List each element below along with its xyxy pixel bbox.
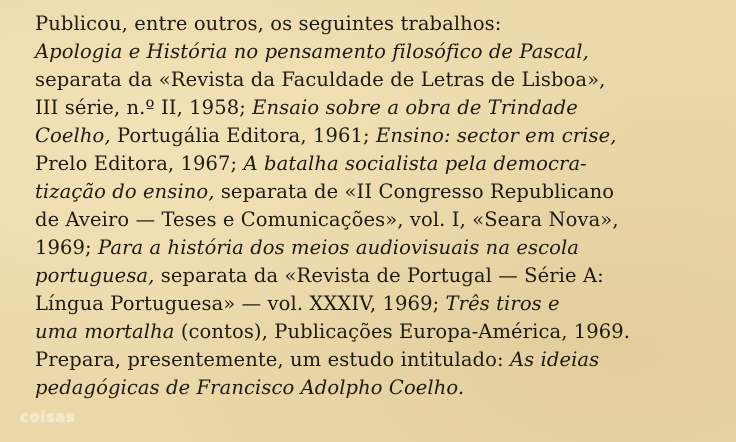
body-text: (contos), Publicações Europa-América, 1969.	[174, 320, 631, 343]
text-line	[35, 262, 725, 290]
italic-title-text: Para a história dos meios audiovisuais na escola	[98, 236, 580, 259]
italic-title-text: Coelho,	[35, 124, 111, 147]
bibliography-paragraph	[35, 10, 725, 402]
body-text: Prelo Editora, 1967;	[35, 152, 244, 175]
italic-title-text: Apologia e História no pensamento filosófico de Pascal,	[35, 40, 589, 63]
italic-title-text: portuguesa,	[35, 264, 155, 287]
text-line	[35, 66, 725, 94]
text-line	[35, 38, 725, 66]
body-text: Prepara, presentemente, um estudo intitulado:	[35, 348, 510, 371]
italic-title-text: uma mortalha	[35, 320, 175, 343]
text-line	[35, 290, 725, 318]
italic-title-text: pedagógicas de Francisco Adolpho Coelho.	[35, 376, 465, 399]
body-text: separata de «II Congresso Republicano	[214, 180, 615, 203]
text-line	[35, 234, 725, 262]
body-text: de Aveiro — Teses e Comunicações», vol. I, «Seara Nova»,	[35, 208, 619, 231]
body-text: Publicou, entre outros, os seguintes trabalhos:	[35, 12, 502, 35]
italic-title-text: Ensaio sobre a obra de Trindade	[252, 96, 578, 119]
text-line	[35, 122, 725, 150]
text-line	[35, 206, 725, 234]
italic-title-text: Três tiros e	[445, 292, 560, 315]
body-text: separata da «Revista da Faculdade de Letras de Lisboa»,	[35, 68, 606, 91]
text-line	[35, 346, 725, 374]
coisas-watermark: coisas	[20, 408, 76, 426]
body-text: Língua Portuguesa» — vol. XXXIV, 1969;	[35, 292, 446, 315]
italic-title-text: As ideias	[509, 348, 600, 371]
body-text: III série, n.º II, 1958;	[35, 96, 253, 119]
italic-title-text: tização do ensino,	[35, 180, 215, 203]
text-line	[35, 150, 725, 178]
text-line	[35, 94, 725, 122]
text-line	[35, 318, 725, 346]
italic-title-text: Ensino: sector em crise,	[376, 124, 617, 147]
text-line	[35, 178, 725, 206]
body-text: Portugália Editora, 1961;	[110, 124, 377, 147]
text-line	[35, 374, 725, 402]
italic-title-text: A batalha socialista pela democra-	[243, 152, 587, 175]
body-text: separata da «Revista de Portugal — Série A:	[154, 264, 604, 287]
body-text: 1969;	[35, 236, 98, 259]
text-line	[35, 10, 725, 38]
